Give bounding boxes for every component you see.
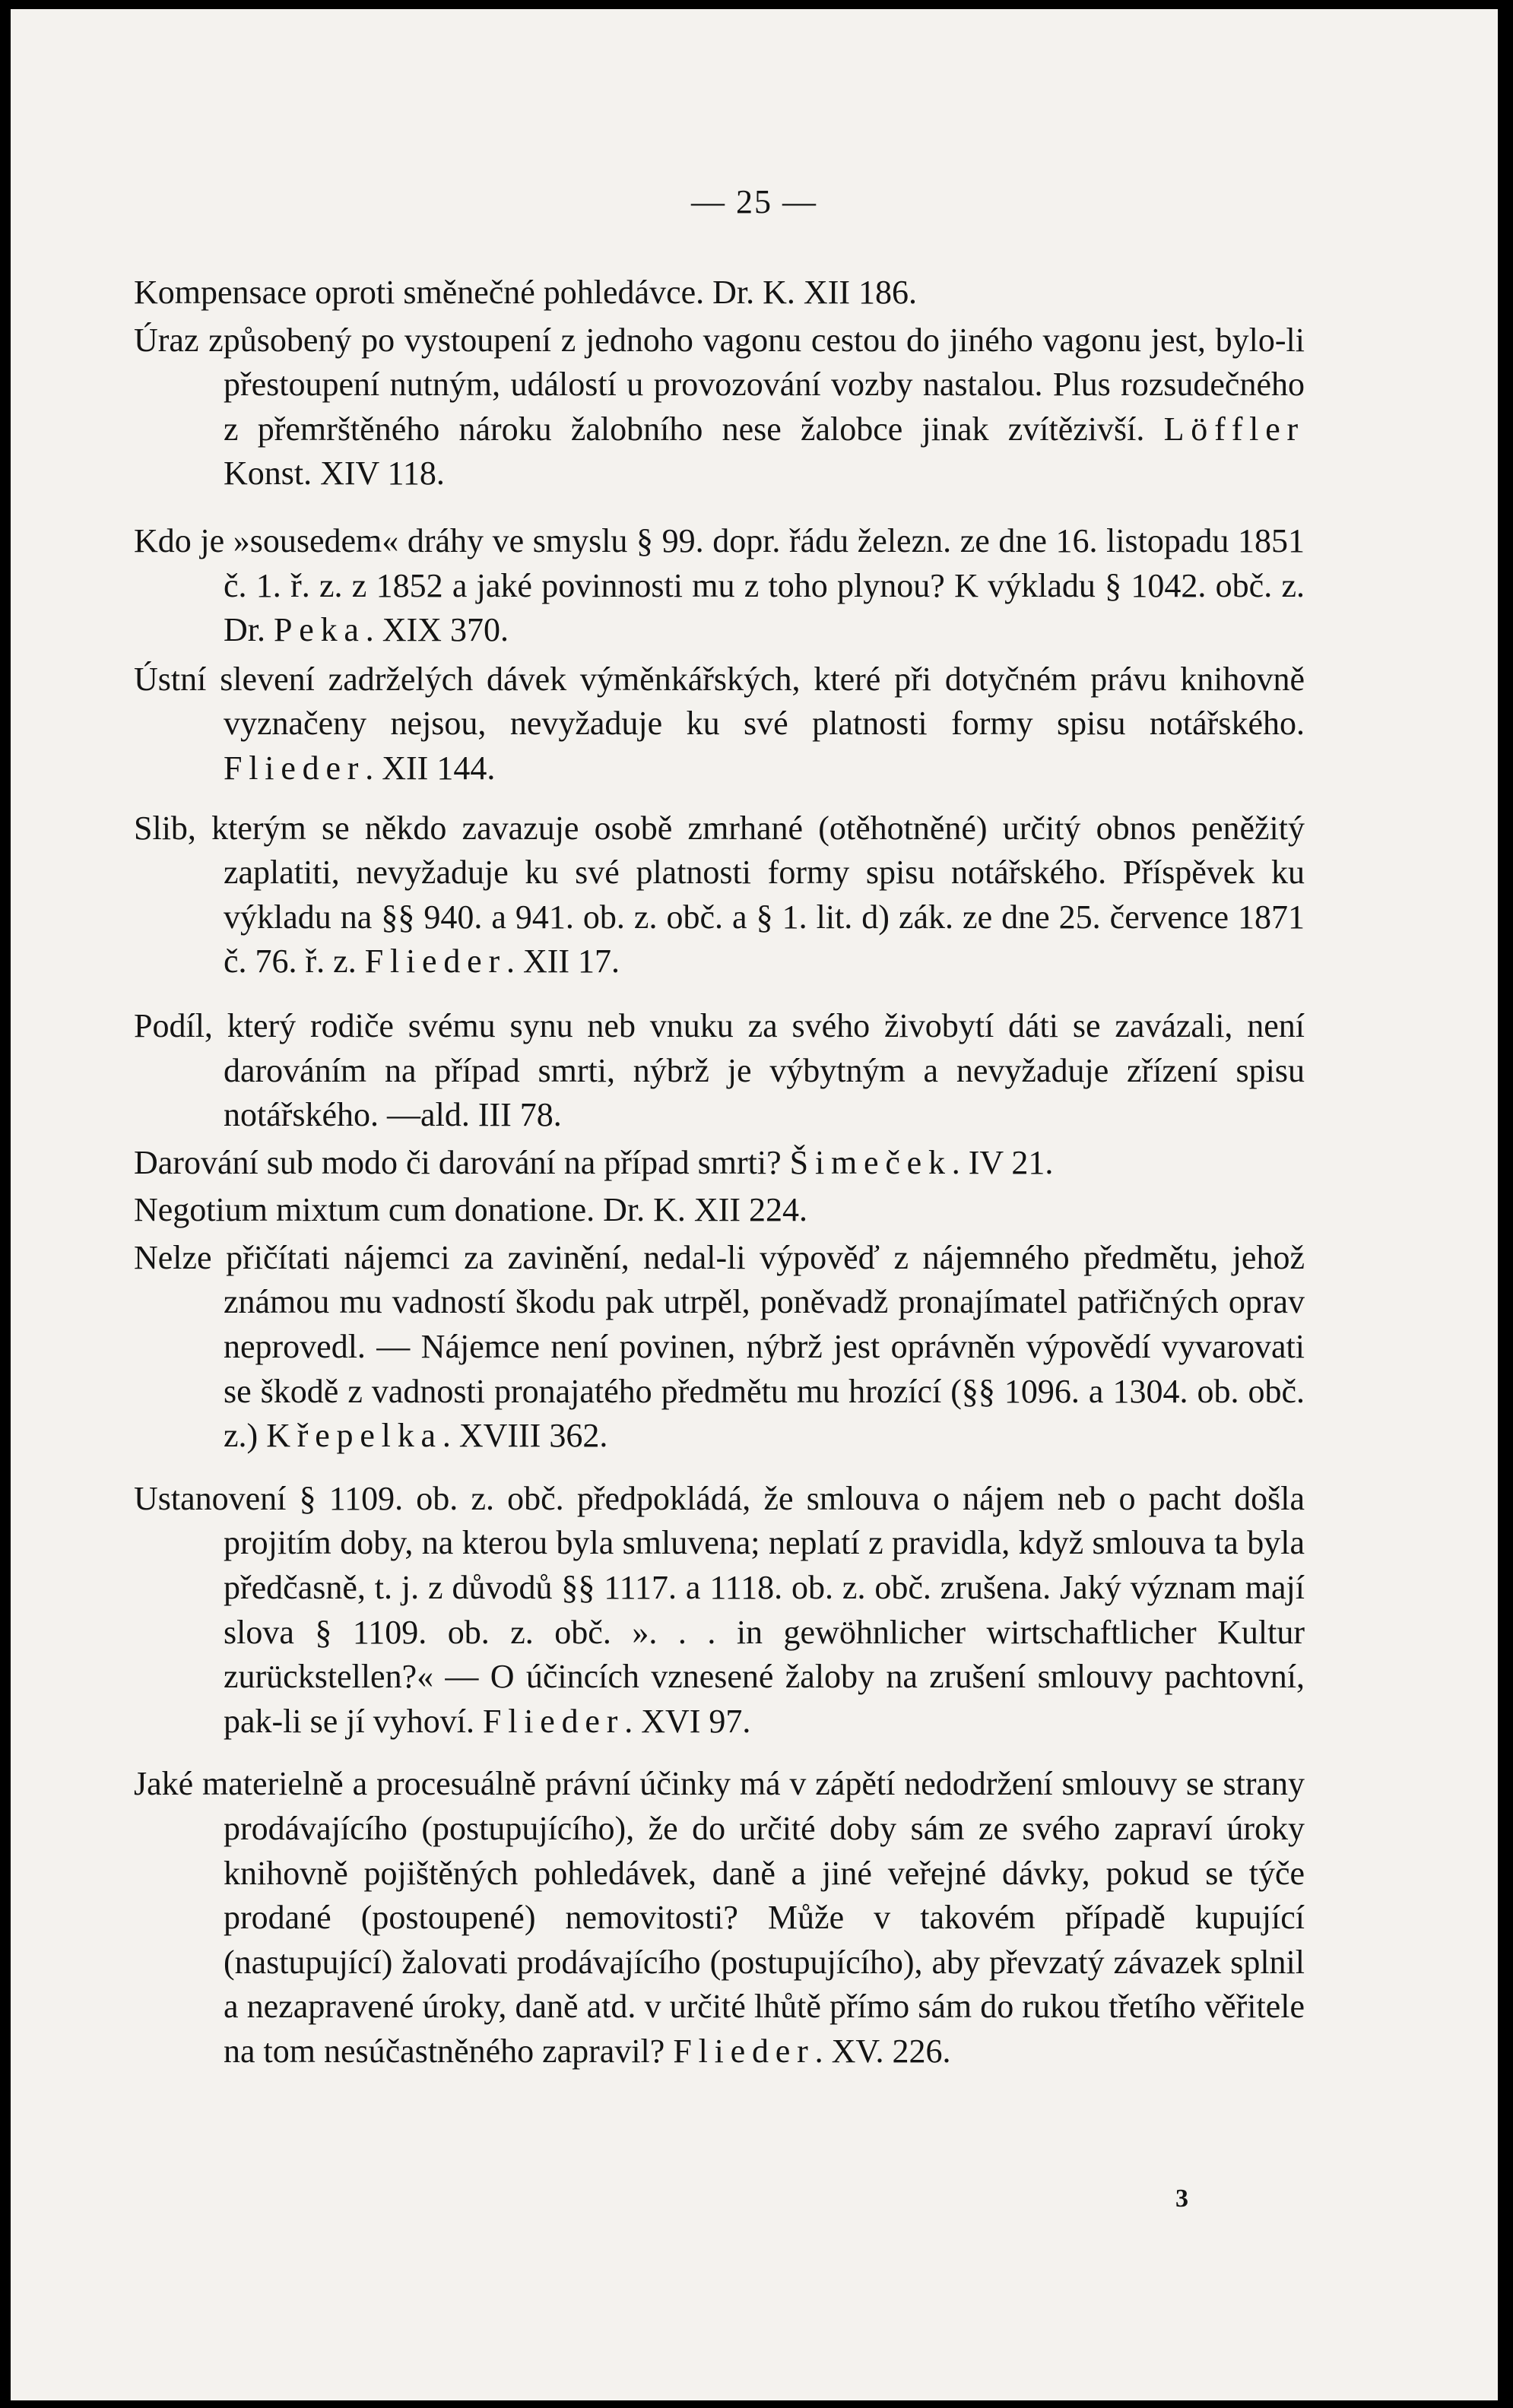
index-entry: Nelze přičítati nájemci za zavinění, nedal-li výpověď z nájemného předmětu, jehož známou mu vadností škodu pak utrpěl, poněvadž pronajímatel patřičných oprav neprovedl. — Nájemce není povinen, nýbrž jest oprávněn výpovědí vyvarovati se škodě z vadnosti pronajatého předmětu mu hrozící (§§ 1096. a 1304. ob. obč. z.) Křepelka. XVIII 362. bbox=[134, 1238, 1305, 1455]
index-entry: Kdo je »sousedem« dráhy ve smyslu § 99. dopr. řádu železn. ze dne 16. listopadu 1851 č. 1. ř. z. z 1852 a jaké povinnosti mu z toho plynou? K výkladu § 1042. obč. z. Dr. Peka. XIX 370. bbox=[134, 521, 1305, 649]
author-name: Šimeček bbox=[789, 1143, 952, 1181]
index-entry: Jaké materielně a procesuálně právní účinky má v zápětí nedodržení smlouvy se strany prodávajícího (postupujícího), že do určité doby sám ze svého zapraví úroky knihovně pojištěných pohledávek, daně a jiné veřejné dávky, pokud se týče prodané (postoupené) nemovitosti? Může v takovém případě kupující (nastupující) žalovati prodávajícího (postupujícího), aby převzatý závazek splnil a nezapravené úroky, daně atd. v určité lhůtě přímo sám do rukou třetího věřitele na tom nesúčastněného zapravil? Flieder. XV. 226. bbox=[134, 1765, 1305, 2070]
page-number: — 25 — bbox=[691, 183, 817, 220]
author-name: Peka bbox=[274, 611, 366, 649]
index-entry: Úraz způsobený po vystoupení z jednoho vagonu cestou do jiného vagonu jest, bylo-li přestoupení nutným, událostí u provozování vozby nastalou. Plus rozsudečného z přemrštěného nároku žalobního nese žalobce jinak zvítězivší. Löffler Konst. XIV 118. bbox=[134, 321, 1305, 493]
author-name: Flieder bbox=[482, 1702, 625, 1740]
index-entry: Kompensace oproti směnečné pohledávce. Dr. K. XII 186. bbox=[134, 274, 918, 311]
index-entries bbox=[134, 271, 1305, 2074]
book-page bbox=[11, 9, 1498, 2400]
signature-mark: 3 bbox=[1175, 2185, 1188, 2213]
index-entry: Negotium mixtum cum donatione. Dr. K. XII 224. bbox=[134, 1191, 807, 1229]
index-entry: Slib, kterým se někdo zavazuje osobě zmrhané (otěhotněné) určitý obnos peněžitý zaplatiti, nevyžaduje ku své platnosti formy spisu notářského. Příspěvek ku výkladu na §§ 940. a 941. ob. z. obč. a § 1. lit. d) zák. ze dne 25. července 1871 č. 76. ř. z. Flieder. XII 17. bbox=[134, 809, 1305, 981]
author-name: Flieder bbox=[224, 749, 366, 787]
author-name: Flieder bbox=[673, 2032, 815, 2070]
author-name: Křepelka bbox=[266, 1417, 442, 1455]
index-entry: Ústní slevení zadrželých dávek výměnkářských, které při dotyčném právu knihovně vyznačeny nejsou, nevyžaduje ku své platnosti formy spisu notářského. Flieder. XII 144. bbox=[134, 660, 1305, 787]
index-entry: Darování sub modo či darování na případ smrti? Šimeček. IV 21. bbox=[134, 1143, 1054, 1181]
author-name: Löffler bbox=[1163, 410, 1305, 448]
author-name: Flieder bbox=[364, 943, 506, 981]
index-entry: Ustanovení § 1109. ob. z. obč. předpokládá, že smlouva o nájem neb o pacht došla projitím doby, na kterou byla smluvena; neplatí z pravidla, když smlouva ta byla předčasně, t. j. z důvodů §§ 1117. a 1118. ob. z. obč. zrušena. Jaký význam mají slova § 1109. ob. z. obč. ». . . in gewöhnlicher wirtschaftlicher Kultur zurückstellen?« — O účincích vznesené žaloby na zrušení smlouvy pachtovní, pak-li se jí vyhoví. Flieder. XVI 97. bbox=[134, 1479, 1305, 1740]
index-entry: Podíl, který rodiče svému synu neb vnuku za svého živobytí dáti se zavázali, není darováním na případ smrti, nýbrž je výbytným a nevyžaduje zřízení spisu notářského. —ald. III 78. bbox=[134, 1006, 1305, 1134]
